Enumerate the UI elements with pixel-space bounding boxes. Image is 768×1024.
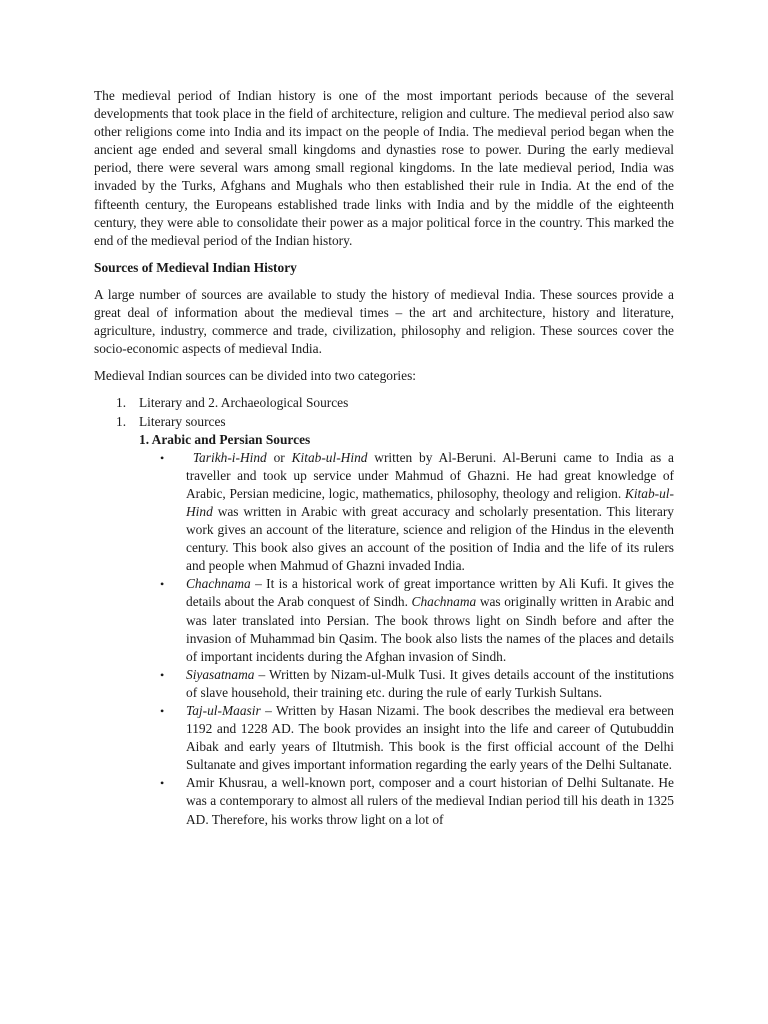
book-title: Siyasatnama [186, 666, 255, 682]
text-run: – It is a historical work of great importance written by Ali Kufi. It gives the details about the Arab conquest of Sindh. [186, 576, 674, 610]
bullet-icon: • [160, 704, 165, 718]
list-item [94, 774, 674, 828]
book-title: Kitab-ul-Hind [186, 485, 674, 519]
list-item-text: Literary sources [139, 413, 226, 429]
categories-intro: Medieval Indian sources can be divided into two categories: [94, 368, 417, 384]
book-title: Kitab-ul-Hind [291, 449, 368, 465]
list-item [94, 394, 674, 412]
list-marker: 1. [116, 395, 127, 411]
text-run: or [266, 449, 292, 465]
book-title: Chachnama [186, 576, 251, 592]
subheading: 1. Arabic and Persian Sources [139, 431, 311, 447]
category-list [94, 394, 674, 430]
book-title: Tarikh-i-Hind [192, 449, 267, 465]
bullet-icon: • [160, 776, 165, 791]
document-page [94, 87, 674, 829]
text-run: written by Al-Beruni. Al-Beruni came to India as a traveller and took up service under Mahmud of Ghazni. He had great knowledge of Arabic, Persian medicine, logic, mathematics, philosophy, theology and religion. [186, 449, 674, 501]
list-marker: 1. [116, 413, 127, 429]
bullet-icon: • [160, 577, 165, 592]
sources-paragraph: A large number of sources are available to study the history of medieval India. These sources provide a great deal of information about the medieval times – the art and architecture, history and literature, agriculture, industry, commerce and trade, civilization, philosophy and religion. These sources cover the socio-economic aspects of medieval India. [94, 286, 674, 357]
list-item [94, 575, 674, 665]
list-item [94, 449, 674, 576]
intro-paragraph: The medieval period of Indian history is one of the most important periods because of the several developments that took place in the field of architecture, religion and culture. The medieval period also saw other religions come into India and its impact on the people of India. The medieval period began when the ancient age ended and several small kingdoms and dynasties rose to power. During the early medieval period, there were several wars among small regional kingdoms. In the late medieval period, India was invaded by the Turks, Afghans and Mughals who then established their rule in India. At the end of the fifteenth century, the Europeans established trade links with India and by the middle of the eighteenth century, they were able to consolidate their power as a major political force in the country. This marked the end of the medieval period of the Indian history. [94, 88, 674, 248]
text-run: – Written by Nizam-ul-Mulk Tusi. It gives details account of the institutions of slave household, their training etc. during the rule of early Turkish Sultans. [186, 666, 674, 700]
list-item-text: Literary and 2. Archaeological Sources [139, 395, 349, 411]
text-run: Amir Khusrau, a well-known port, composer and a court historian of Delhi Sultanate. He was a contemporary to almost all rulers of the medieval Indian period till his death in 1325 AD. Therefore, his works throw light on a lot of [186, 775, 674, 827]
text-run: was written in Arabic with great accuracy and scholarly presentation. This literary work gives an account of the literature, science and religion of the Hindus in the eleventh century. This book also gives an account of the position of India and the life of its rulers and people when Mahmud of Ghazni invaded India. [186, 503, 674, 574]
bullet-icon: • [160, 450, 165, 465]
list-item [94, 702, 674, 774]
book-title: Taj-ul-Maasir [186, 703, 261, 718]
list-item [94, 413, 674, 431]
list-item [94, 666, 674, 702]
sources-bullet-list [94, 449, 674, 829]
bullet-icon: • [160, 667, 165, 682]
section-heading: Sources of Medieval Indian History [94, 259, 297, 275]
text-run: – Written by Hasan Nizami. The book describes the medieval era between 1192 and 1228 AD. The book provides an insight into the life and career of Qutubuddin Aibak and early years of Iltutmish. This book is the first official account of the Delhi Sultanate and gives important information regarding the early years of the Delhi Sultanate. [186, 703, 674, 773]
text-run: was originally written in Arabic and was later translated into Persian. The book throws light on Sindh before and after the invasion of Muhammad bin Qasim. The book also lists the names of the places and details of important incidents during the Afghan invasion of Sindh. [186, 594, 674, 664]
book-title: Chachnama [411, 594, 477, 610]
